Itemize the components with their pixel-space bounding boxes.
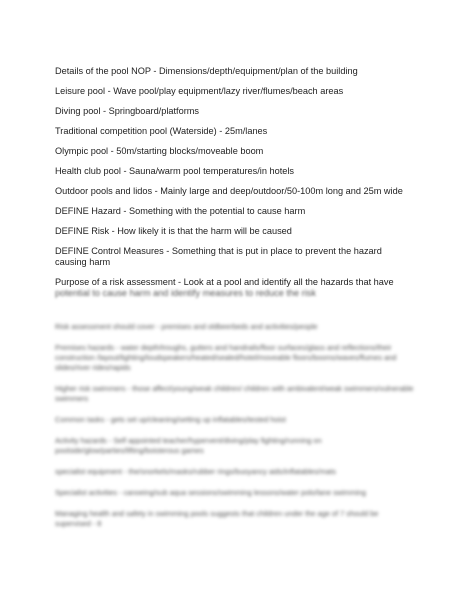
text-line: Leisure pool - Wave pool/play equipment/lazy river/flumes/beach areas	[55, 86, 344, 96]
text-line: Details of the pool NOP - Dimensions/depth/equipment/plan of the building	[55, 66, 358, 76]
blurred-line: Specialist activities - canoeing/sub aqua sessions/swimming lessons/water polo/lane swimming	[55, 488, 366, 497]
blurred-line: Common tasks - gets set up/cleaning/setting up inflatables/tested hoist	[55, 415, 286, 424]
text-line: Olympic pool - 50m/starting blocks/moveable boom	[55, 146, 264, 156]
blurred-line: Activity hazards - Self appointed teacher/hypervent/diving/play fighting/running on poolside/glow/parties/lifting/boisterous games	[55, 436, 322, 455]
blurred-line: Premises hazards - water depth/troughs, gutters and handrails/floor surfaces/glass and reflections/their construction /layout/lighting/loudspeakers/heated/sealed/hotel/moveable floors/booms/waves/flumes and slides/river rides/rapids	[55, 343, 397, 372]
blurred-line: Risk assessment should cover - premises and oldbeerbeds and activities/people	[55, 322, 318, 331]
partial-line-visible: Purpose of a risk assessment - Look at a pool and identify all the hazards that have	[55, 277, 394, 287]
document-body	[55, 66, 415, 308]
text-line: Diving pool - Springboard/platforms	[55, 106, 200, 116]
text-line: DEFINE Risk - How likely it is that the harm will be caused	[55, 226, 292, 236]
text-line: DEFINE Hazard - Something with the potential to cause harm	[55, 206, 306, 216]
partial-paragraph	[55, 277, 415, 299]
blurred-line: Higher risk swimmers - those affect/young/weak children/ children with ambivalent/weak swimmers/vulnerable swimmers	[55, 384, 414, 403]
blurred-line: Managing health and safety in swimming pools suggests that children under the age of 7 should be supervised - 8	[55, 509, 379, 528]
blurred-line: specialist equipment - the/snorkels/masks/rubber rings/buoyancy aids/inflatables/mats	[55, 467, 336, 476]
text-line: Traditional competition pool (Waterside) - 25m/lanes	[55, 126, 268, 136]
text-line: DEFINE Control Measures - Something that is put in place to prevent the hazard causing harm	[55, 246, 382, 267]
text-line: Health club pool - Sauna/warm pool temperatures/in hotels	[55, 166, 295, 176]
partial-line-faded: potential to cause harm and identify measures to reduce the risk	[55, 288, 316, 298]
blurred-section	[55, 322, 415, 540]
text-line: Outdoor pools and lidos - Mainly large and deep/outdoor/50-100m long and 25m wide	[55, 186, 403, 196]
